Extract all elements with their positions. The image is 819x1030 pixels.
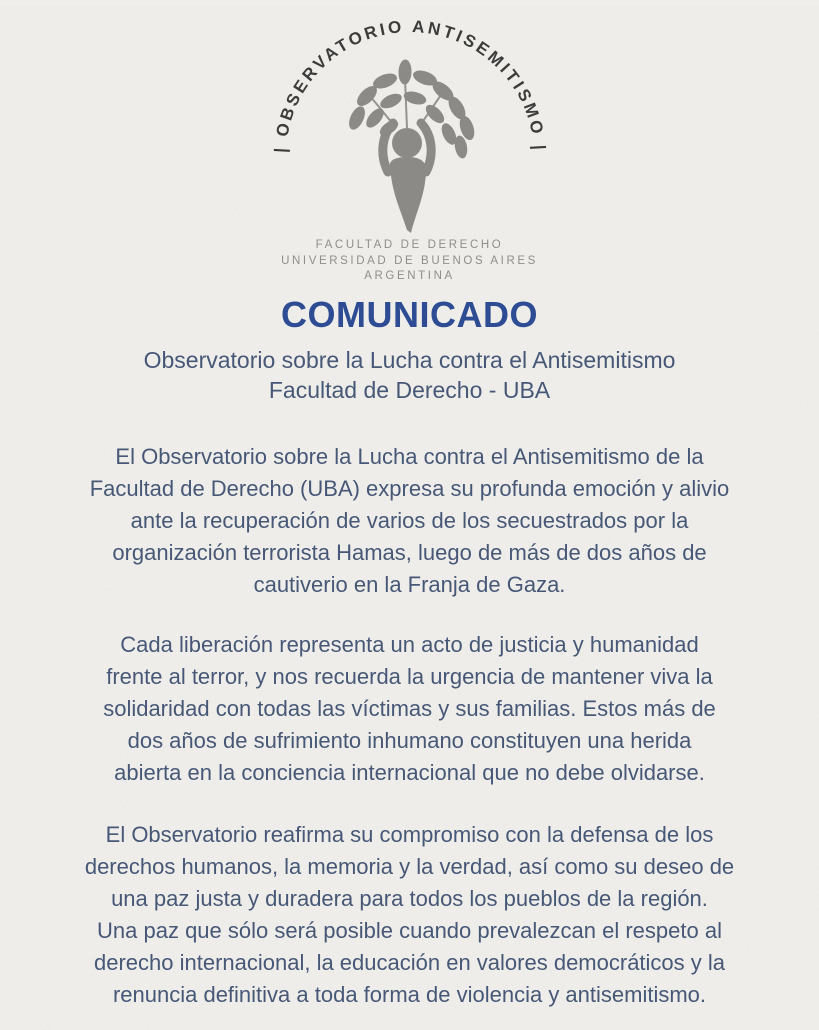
- person-tree-icon: [345, 59, 476, 233]
- announcement: [0, 6, 819, 1011]
- paragraph-1-line: El Observatorio sobre la Lucha contra el Antisemitismo de la: [115, 443, 704, 469]
- org-line-faculty: FACULTAD DE DERECHO: [315, 239, 504, 251]
- figure-body: [389, 157, 425, 233]
- paragraph-2-line: frente al terror, y nos recuerda la urgencia de mantener viva la: [106, 663, 713, 689]
- paragraph-1-line: cautiverio en la Franja de Gaza.: [253, 571, 566, 597]
- org-line-university: UNIVERSIDAD DE BUENOS AIRES: [281, 254, 538, 267]
- paragraph-1-line: Facultad de Derecho (UBA) expresa su profunda emoción y alivio: [89, 475, 730, 501]
- logo-arc-text: | OBSERVATORIO ANTISEMITISMO |: [270, 16, 549, 154]
- page-root: [0, 6, 819, 1030]
- page-title: COMUNICADO: [281, 293, 538, 335]
- paragraph-3: [0, 819, 819, 1011]
- paragraph-1: [0, 441, 819, 601]
- paragraph-3-line: derechos humanos, la memoria y la verdad, así como su deseo de: [84, 853, 735, 879]
- paragraph-3-line: Una paz que sólo será posible cuando prevalezcan el respeto al: [97, 917, 722, 943]
- paragraph-3-line: renuncia definitiva a toda forma de violencia y antisemitismo.: [112, 981, 707, 1007]
- subtitle-line-1: Observatorio sobre la Lucha contra el Antisemitismo: [143, 346, 676, 373]
- observatorio-logo: [270, 6, 550, 234]
- paragraph-3-line: El Observatorio reafirma su compromiso con la defensa de los: [105, 821, 714, 847]
- paragraph-2-line: abierta en la conciencia internacional que no debe olvidarse.: [114, 759, 705, 785]
- subtitle-line-2: Facultad de Derecho - UBA: [268, 376, 551, 403]
- paragraph-2-line: Cada liberación representa un acto de justicia y humanidad: [120, 631, 699, 657]
- figure-head: [392, 128, 422, 158]
- paragraph-3-line: una paz justa y duradera para todos los pueblos de la región.: [111, 885, 708, 911]
- paragraph-2-line: solidaridad con todas las víctimas y sus familias. Estos más de: [103, 695, 716, 721]
- paragraph-2: [0, 629, 819, 789]
- paragraph-2-line: dos años de sufrimiento inhumano constituyen una herida: [127, 727, 692, 753]
- paragraph-1-line: ante la recuperación de varios de los secuestrados por la: [130, 507, 689, 533]
- org-line-country: ARGENTINA: [364, 270, 455, 282]
- paragraph-3-line: derecho internacional, la educación en valores democráticos y la: [93, 949, 726, 975]
- org-block: [0, 238, 819, 285]
- body-copy: [0, 441, 819, 1011]
- paragraph-1-line: organización terrorista Hamas, luego de más de dos años de: [112, 539, 707, 565]
- subtitle: [0, 345, 819, 405]
